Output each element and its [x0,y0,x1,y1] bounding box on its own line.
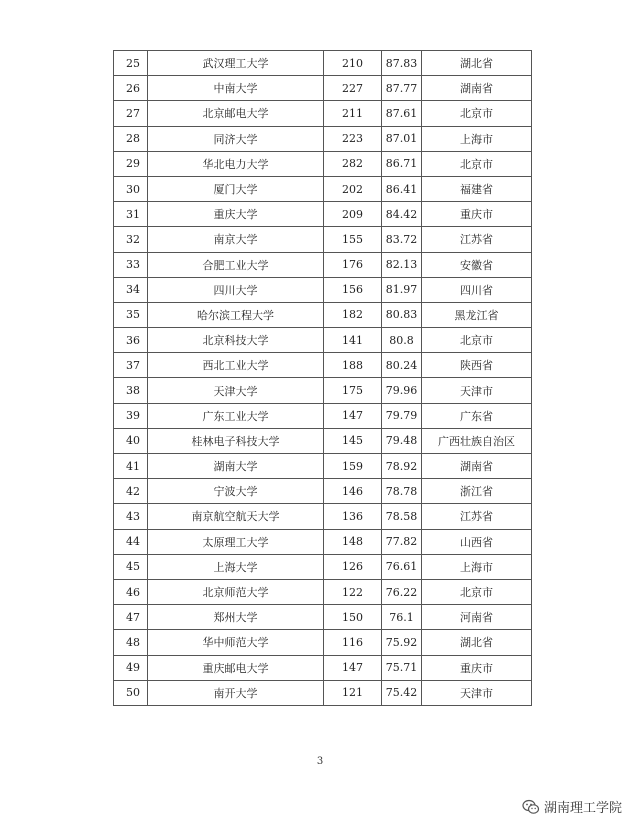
page-number: 3 [316,756,324,767]
count-cell: 116 [324,630,382,655]
score-cell: 75.42 [382,680,422,705]
table-row [114,378,532,403]
table-row [114,277,532,302]
rank-cell: 39 [114,403,148,428]
count-cell: 227 [324,76,382,101]
university-cell: 北京邮电大学 [148,101,324,126]
province-cell: 湖南省 [422,76,532,101]
count-cell: 126 [324,554,382,579]
table-row [114,151,532,176]
count-cell: 188 [324,353,382,378]
province-cell: 福建省 [422,176,532,201]
score-cell: 80.8 [382,328,422,353]
table-row [114,302,532,327]
table-row [114,479,532,504]
province-cell: 陕西省 [422,353,532,378]
score-cell: 86.71 [382,151,422,176]
watermark [522,797,622,816]
rank-cell: 29 [114,151,148,176]
rank-cell: 46 [114,579,148,604]
province-cell: 北京市 [422,579,532,604]
province-cell: 湖北省 [422,51,532,76]
university-cell: 南开大学 [148,680,324,705]
count-cell: 145 [324,428,382,453]
table-row [114,579,532,604]
rank-cell: 50 [114,680,148,705]
table-row [114,504,532,529]
rank-cell: 38 [114,378,148,403]
university-cell: 北京师范大学 [148,579,324,604]
count-cell: 176 [324,252,382,277]
score-cell: 80.24 [382,353,422,378]
province-cell: 天津市 [422,378,532,403]
rank-cell: 41 [114,454,148,479]
university-cell: 重庆大学 [148,202,324,227]
university-cell: 中南大学 [148,76,324,101]
province-cell: 河南省 [422,605,532,630]
university-cell: 南京大学 [148,227,324,252]
count-cell: 155 [324,227,382,252]
ranking-table [113,50,532,706]
score-cell: 86.41 [382,176,422,201]
score-cell: 79.96 [382,378,422,403]
count-cell: 141 [324,328,382,353]
university-cell: 重庆邮电大学 [148,655,324,680]
province-cell: 广西壮族自治区 [422,428,532,453]
rank-cell: 30 [114,176,148,201]
rank-cell: 47 [114,605,148,630]
university-cell: 南京航空航天大学 [148,504,324,529]
count-cell: 147 [324,655,382,680]
province-cell: 重庆市 [422,202,532,227]
province-cell: 北京市 [422,151,532,176]
score-cell: 87.01 [382,126,422,151]
score-cell: 76.22 [382,579,422,604]
table-row [114,353,532,378]
rank-cell: 48 [114,630,148,655]
score-cell: 79.79 [382,403,422,428]
province-cell: 广东省 [422,403,532,428]
province-cell: 浙江省 [422,479,532,504]
count-cell: 136 [324,504,382,529]
table-row [114,554,532,579]
province-cell: 江苏省 [422,504,532,529]
university-cell: 华北电力大学 [148,151,324,176]
university-cell: 北京科技大学 [148,328,324,353]
rank-cell: 44 [114,529,148,554]
rank-cell: 27 [114,101,148,126]
count-cell: 182 [324,302,382,327]
score-cell: 77.82 [382,529,422,554]
wechat-icon [522,799,540,815]
province-cell: 四川省 [422,277,532,302]
score-cell: 80.83 [382,302,422,327]
province-cell: 上海市 [422,554,532,579]
table-row [114,454,532,479]
rank-cell: 36 [114,328,148,353]
count-cell: 159 [324,454,382,479]
university-cell: 上海大学 [148,554,324,579]
watermark-label: 湖南理工学院 [543,801,622,816]
score-cell: 84.42 [382,202,422,227]
count-cell: 282 [324,151,382,176]
university-cell: 华中师范大学 [148,630,324,655]
score-cell: 79.48 [382,428,422,453]
province-cell: 北京市 [422,328,532,353]
table-row [114,227,532,252]
university-cell: 湖南大学 [148,454,324,479]
table-row [114,101,532,126]
table-row [114,126,532,151]
count-cell: 147 [324,403,382,428]
count-cell: 209 [324,202,382,227]
count-cell: 202 [324,176,382,201]
rank-cell: 26 [114,76,148,101]
table-row [114,328,532,353]
rank-cell: 28 [114,126,148,151]
count-cell: 223 [324,126,382,151]
table-row [114,428,532,453]
province-cell: 北京市 [422,101,532,126]
count-cell: 122 [324,579,382,604]
count-cell: 121 [324,680,382,705]
university-cell: 同济大学 [148,126,324,151]
table-row [114,605,532,630]
score-cell: 82.13 [382,252,422,277]
university-cell: 合肥工业大学 [148,252,324,277]
province-cell: 天津市 [422,680,532,705]
university-cell: 哈尔滨工程大学 [148,302,324,327]
province-cell: 湖北省 [422,630,532,655]
rank-cell: 49 [114,655,148,680]
score-cell: 76.1 [382,605,422,630]
count-cell: 146 [324,479,382,504]
table-row [114,403,532,428]
score-cell: 78.92 [382,454,422,479]
table-row [114,655,532,680]
table-row [114,51,532,76]
table-row [114,529,532,554]
rank-cell: 40 [114,428,148,453]
rank-cell: 45 [114,554,148,579]
university-cell: 厦门大学 [148,176,324,201]
count-cell: 211 [324,101,382,126]
university-cell: 桂林电子科技大学 [148,428,324,453]
table-row [114,252,532,277]
score-cell: 87.83 [382,51,422,76]
score-cell: 81.97 [382,277,422,302]
rank-cell: 25 [114,51,148,76]
ranking-table-body [114,51,532,706]
rank-cell: 33 [114,252,148,277]
university-cell: 西北工业大学 [148,353,324,378]
count-cell: 148 [324,529,382,554]
score-cell: 83.72 [382,227,422,252]
score-cell: 75.71 [382,655,422,680]
university-cell: 武汉理工大学 [148,51,324,76]
count-cell: 175 [324,378,382,403]
score-cell: 87.77 [382,76,422,101]
university-cell: 天津大学 [148,378,324,403]
rank-cell: 32 [114,227,148,252]
score-cell: 76.61 [382,554,422,579]
university-cell: 太原理工大学 [148,529,324,554]
rank-cell: 43 [114,504,148,529]
score-cell: 75.92 [382,630,422,655]
count-cell: 156 [324,277,382,302]
rank-cell: 34 [114,277,148,302]
count-cell: 150 [324,605,382,630]
province-cell: 安徽省 [422,252,532,277]
university-cell: 广东工业大学 [148,403,324,428]
table-row [114,680,532,705]
score-cell: 78.58 [382,504,422,529]
rank-cell: 42 [114,479,148,504]
rank-cell: 35 [114,302,148,327]
university-cell: 郑州大学 [148,605,324,630]
province-cell: 黑龙江省 [422,302,532,327]
count-cell: 210 [324,51,382,76]
table-row [114,176,532,201]
score-cell: 78.78 [382,479,422,504]
province-cell: 上海市 [422,126,532,151]
province-cell: 重庆市 [422,655,532,680]
score-cell: 87.61 [382,101,422,126]
rank-cell: 37 [114,353,148,378]
province-cell: 湖南省 [422,454,532,479]
province-cell: 江苏省 [422,227,532,252]
university-cell: 四川大学 [148,277,324,302]
rank-cell: 31 [114,202,148,227]
table-row [114,202,532,227]
province-cell: 山西省 [422,529,532,554]
table-row [114,630,532,655]
university-cell: 宁波大学 [148,479,324,504]
table-row [114,76,532,101]
